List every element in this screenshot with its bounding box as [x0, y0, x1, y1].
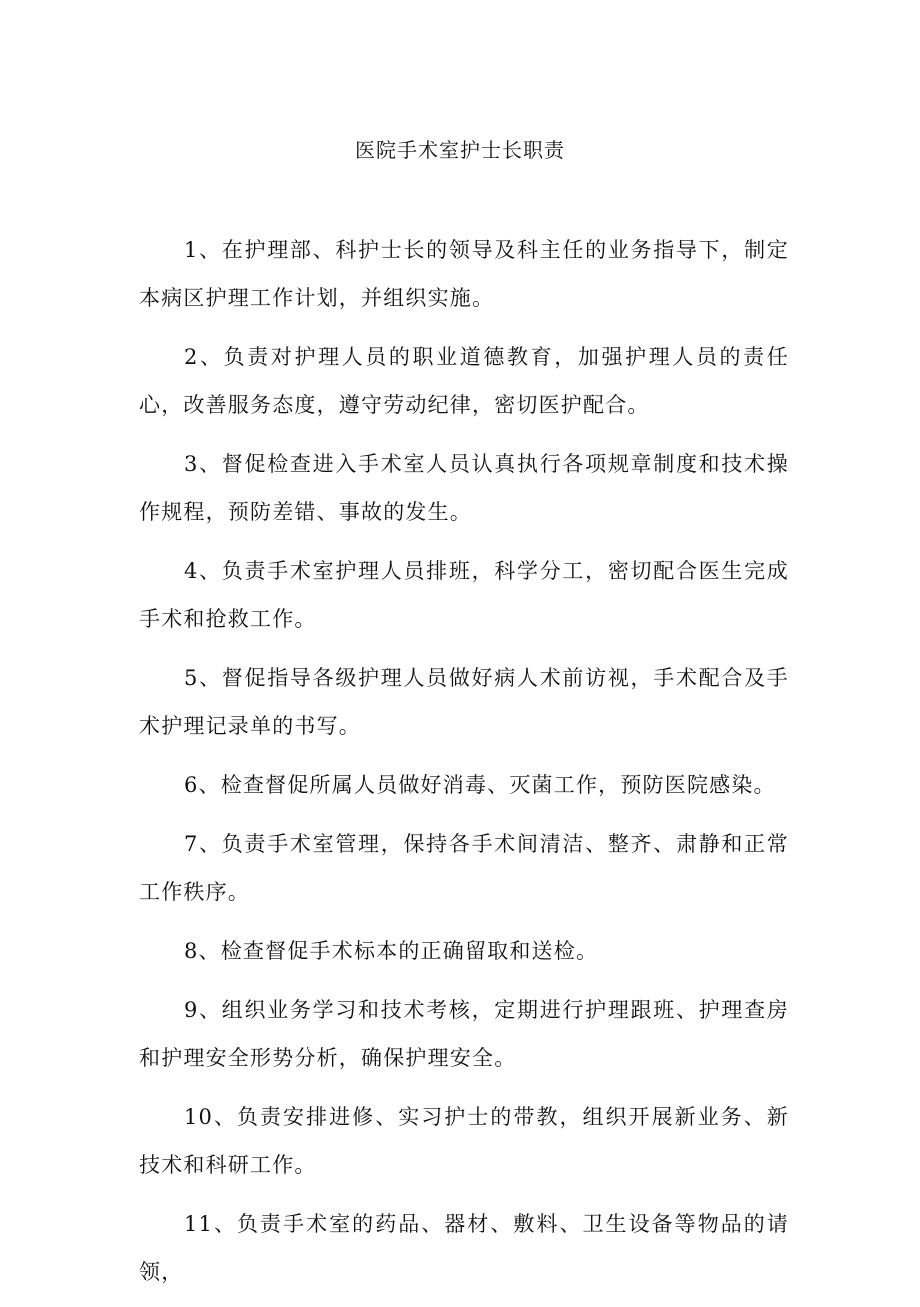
duty-item-5: 5、督促指导各级护理人员做好病人术前访视，手术配合及手术护理记录单的书写。: [139, 666, 789, 738]
duty-item-4: 4、负责手术室护理人员排班，科学分工，密切配合医生完成手术和抢救工作。: [139, 559, 789, 631]
duty-item-9: 9、组织业务学习和技术考核，定期进行护理跟班、护理查房和护理安全形势分析，确保护理安全。: [139, 998, 789, 1070]
duty-item-11: 11、负责手术室的药品、器材、敷料、卫生设备等物品的请领，: [139, 1212, 789, 1284]
duty-item-1: 1、在护理部、科护士长的领导及科主任的业务指导下，制定本病区护理工作计划，并组织实施。: [139, 238, 789, 310]
document-title: 医院手术室护士长职责: [355, 138, 565, 162]
duty-item-6: 6、检查督促所属人员做好消毒、灭菌工作，预防医院感染。: [184, 773, 776, 797]
duty-item-8: 8、检查督促手术标本的正确留取和送检。: [184, 939, 599, 963]
duty-item-10: 10、负责安排进修、实习护士的带教，组织开展新业务、新技术和科研工作。: [139, 1105, 789, 1177]
duty-list: [139, 226, 789, 1307]
duty-item-7: 7、负责手术室管理，保持各手术间清洁、整齐、肃静和正常工作秩序。: [139, 832, 789, 904]
duty-item-3: 3、督促检查进入手术室人员认真执行各项规章制度和技术操作规程，预防差错、事故的发生。: [139, 452, 789, 524]
duty-item-2: 2、负责对护理人员的职业道德教育，加强护理人员的责任心，改善服务态度，遵守劳动纪律，密切医护配合。: [139, 345, 789, 417]
